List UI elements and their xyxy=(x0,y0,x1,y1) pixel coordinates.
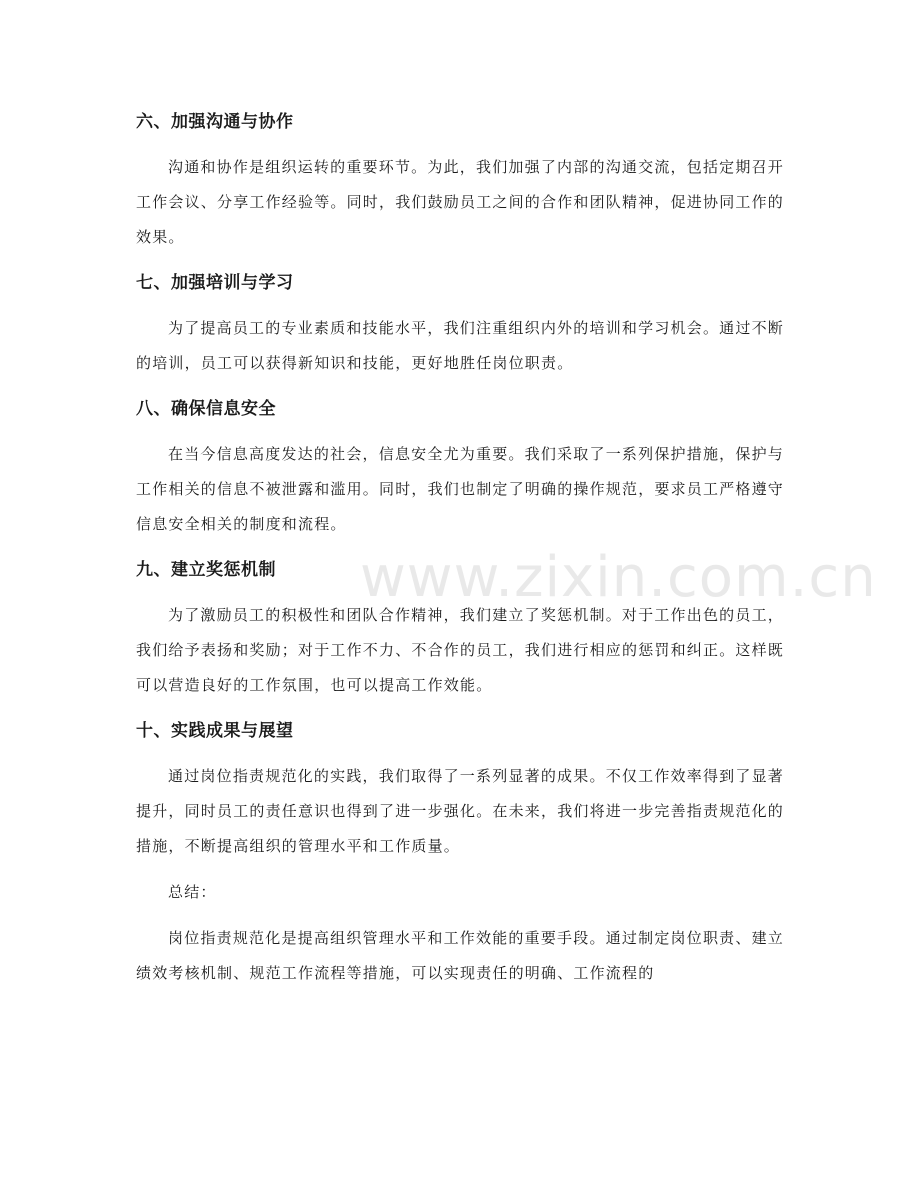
section-reward-penalty xyxy=(136,553,784,703)
document-body xyxy=(136,105,784,1002)
section-heading: 八、确保信息安全 xyxy=(136,399,276,419)
section-heading: 九、建立奖惩机制 xyxy=(136,560,276,580)
section-communication xyxy=(136,105,784,255)
section-paragraph: 通过岗位指责规范化的实践，我们取得了一系列显著的成果。不仅工作效率得到了显著提升，同时员工的责任意识也得到了进一步强化。在未来，我们将进一步完善指责规范化的措施，不断提高组织的管理水平和工作质量。 xyxy=(136,767,785,855)
section-heading: 十、实践成果与展望 xyxy=(136,721,294,741)
summary-label: 总结： xyxy=(168,883,217,901)
section-results-outlook xyxy=(136,714,784,864)
section-heading: 六、加强沟通与协作 xyxy=(136,112,294,132)
section-paragraph: 为了提高员工的专业素质和技能水平，我们注重组织内外的培训和学习机会。通过不断的培训，员工可以获得新知识和技能，更好地胜任岗位职责。 xyxy=(136,319,784,372)
summary-paragraph: 岗位指责规范化是提高组织管理水平和工作效能的重要手段。通过制定岗位职责、建立绩效考核机制、规范工作流程等措施，可以实现责任的明确、工作流程的 xyxy=(136,929,784,982)
section-summary xyxy=(136,875,784,991)
section-paragraph: 为了激励员工的积极性和团队合作精神，我们建立了奖惩机制。对于工作出色的员工，我们给予表扬和奖励；对于工作不力、不合作的员工，我们进行相应的惩罚和纠正。这样既可以营造良好的工作氛围，也可以提高工作效能。 xyxy=(136,606,785,694)
section-info-security xyxy=(136,392,784,542)
section-paragraph: 沟通和协作是组织运转的重要环节。为此，我们加强了内部的沟通交流，包括定期召开工作会议、分享工作经验等。同时，我们鼓励员工之间的合作和团队精神，促进协同工作的效果。 xyxy=(136,158,785,246)
section-heading: 七、加强培训与学习 xyxy=(136,273,294,293)
watermark: www.zixin.com.cn xyxy=(360,545,877,610)
section-training xyxy=(136,266,784,381)
section-paragraph: 在当今信息高度发达的社会，信息安全尤为重要。我们采取了一系列保护措施，保护与工作相关的信息不被泄露和滥用。同时，我们也制定了明确的操作规范，要求员工严格遵守信息安全相关的制度和流程。 xyxy=(136,445,785,533)
